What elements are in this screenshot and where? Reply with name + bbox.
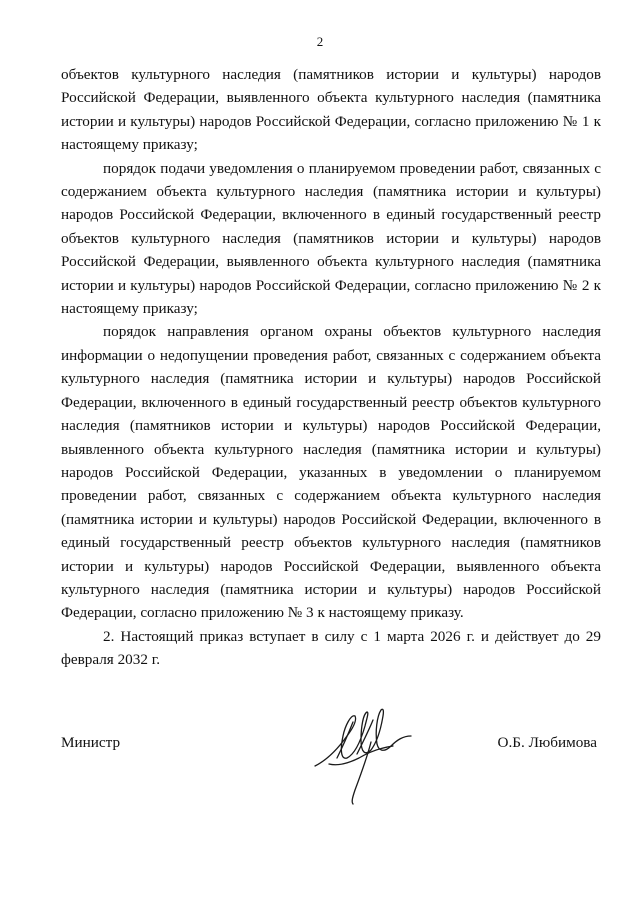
paragraph-notification-procedure: порядок подачи уведомления о планируемом проведении работ, связанных с содержанием объекта культурного наследия (памятника истории и культуры) народов Российской Федерации, включенного в единый государственный реестр объектов культурного наследия (памятников истории и культуры) народов Российской Федерации, выявленного объекта культурного наследия (памятника истории и культуры) народов Российской Федерации, согласно приложению № 2 к настоящему приказу; [61, 159, 601, 318]
page-number: 2 [316, 34, 324, 49]
handwritten-signature [307, 702, 427, 812]
paragraph-information-procedure: порядок направления органом охраны объектов культурного наследия информации о недопущении проведения работ, связанных с содержанием объекта культурного наследия (памятника истории и культуры) народов Российской Федерации, включенного в единый государственный реестр объектов культурного наследия (памятников истории и культуры) народов Российской Федерации, выявленного объекта культурного наследия (памятника истории и культуры) народов Российской Федерации, указанных в уведомлении о планируемом проведении работ, связанных с содержанием объекта культурного наследия (памятника истории и культуры) народов Российской Федерации, включенного в единый государственный реестр объектов культурного наследия (памятников истории и культуры) народов Российской Федерации, выявленного объекта культурного наследия (памятника истории и культуры) народов Российской Федерации, согласно приложению № 3 к настоящему приказу. [61, 323, 601, 622]
document-body [61, 63, 601, 672]
paragraph-effective-date: 2. Настоящий приказ вступает в силу с 1 марта 2026 г. и действует до 29 февраля 2032 г. [61, 627, 601, 669]
signer-position: Министр [61, 734, 121, 751]
paragraph-continuation: объектов культурного наследия (памятников истории и культуры) народов Российской Федерации, выявленного объекта культурного наследия (памятника истории и культуры) народов Российской Федерации, согласно приложению № 1 к настоящему приказу; [61, 66, 601, 154]
signer-name: О.Б. Любимова [497, 734, 597, 751]
signature-block [61, 730, 601, 800]
